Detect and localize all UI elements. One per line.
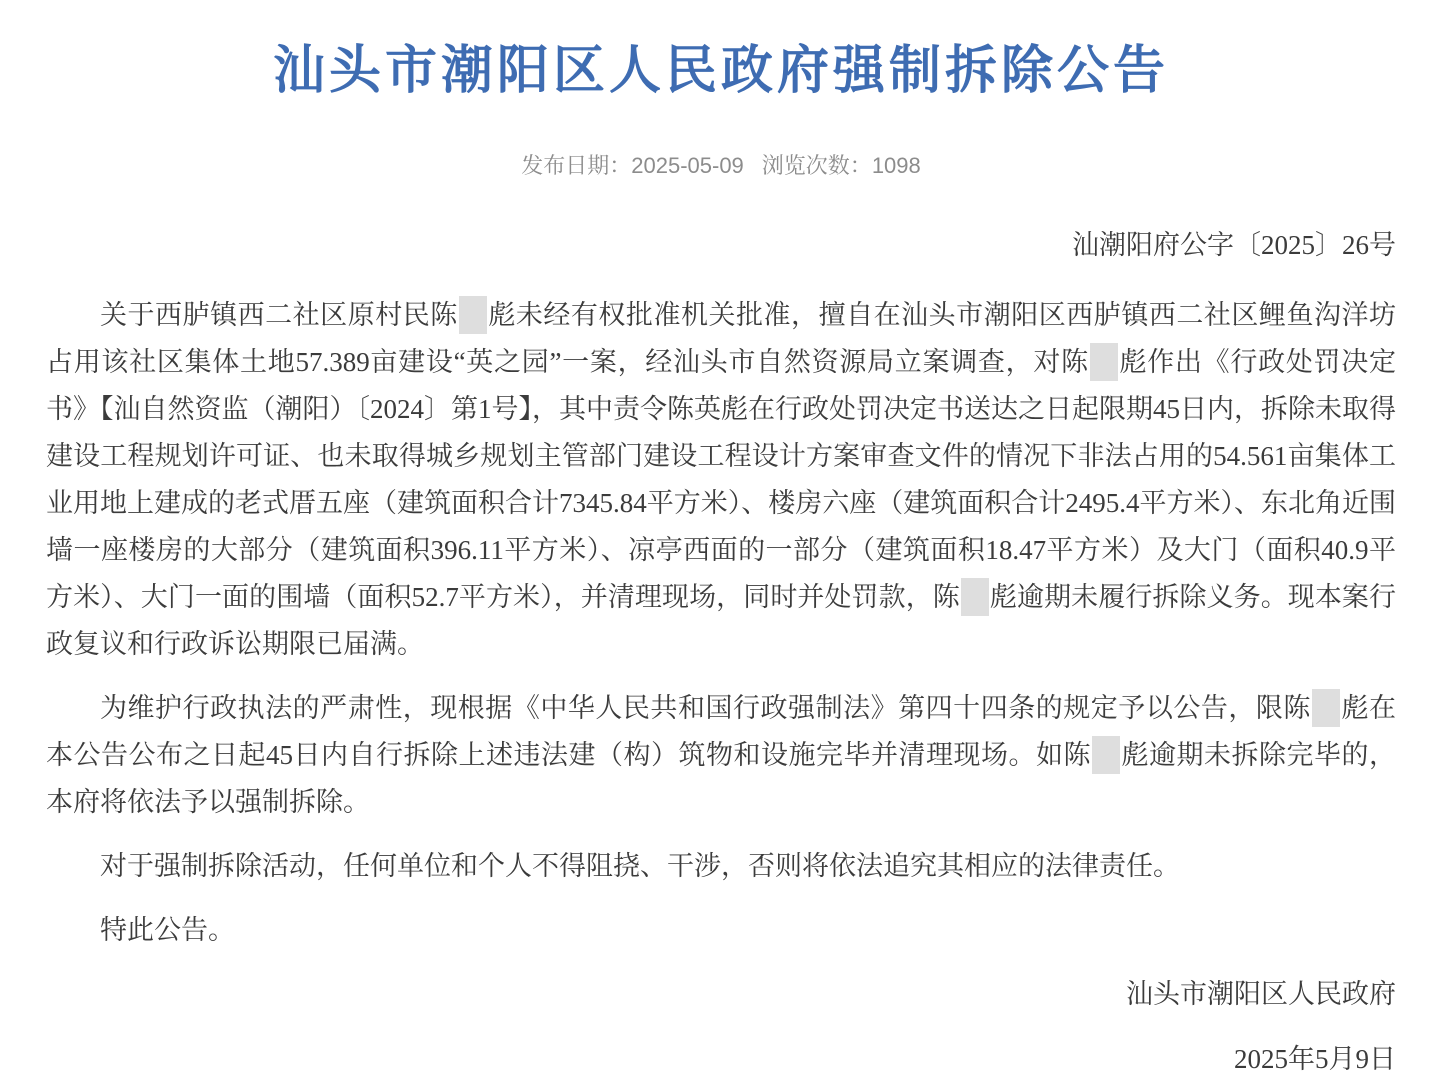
paragraph-1-segment: 彪未经有权批准机关批准，擅自在汕头市潮阳区西胪镇西二社区鲤鱼沟洋坊占用该社区集体土地57.389亩建设“英之园”一案，经汕头市自然资源局立案调查，对陈: [46, 300, 1397, 377]
paragraph-1-segment: 关于西胪镇西二社区原村民陈: [100, 300, 458, 330]
redaction-box: [1312, 689, 1340, 727]
issue-date: 2025年5月9日: [1234, 1044, 1396, 1074]
issuer-name: 汕头市潮阳区人民政府: [1126, 979, 1396, 1009]
announcement-body: [46, 292, 1396, 954]
meta-line: [46, 154, 1396, 178]
paragraph-2-segment: 彪逾期未拆除完毕的，本府将依法予以强制拆除。: [46, 740, 1396, 817]
signature-block: [46, 971, 1396, 1083]
paragraph-2-segment: 彪在本公告公布之日起45日内自行拆除上述违法建（构）筑物和设施完毕并清理现场。如陈: [46, 693, 1397, 770]
page-title: 汕头市潮阳区人民政府强制拆除公告: [272, 42, 1169, 100]
redaction-box: [1092, 736, 1120, 774]
redaction-box: [459, 296, 487, 334]
paragraph-2: [46, 685, 1396, 826]
paragraph-1-segment: 彪作出《行政处罚决定书》【汕自然资监（潮阳）〔2024〕第1号】，其中责令陈英彪在行政处罚决定书送达之日起限期45日内，拆除未取得建设工程规划许可证、也未取得城乡规划主管部门建设工程设计方案审查文件的情况下非法占用的54.561亩集体工业用地上建成的老式厝五座（建筑面积合计7345.84平方米）、楼房六座（建筑面积合计2495.4平方米）、东北角近围墙一座楼房的大部分（建筑面积396.11平方米）、凉亭西面的一部分（建筑面积18.47平方米）及大门（面积40.9平方米）、大门一面的围墙（面积52.7平方米），并清理现场，同时并处罚款，陈: [46, 347, 1396, 612]
paragraph-1-segment: 彪逾期未履行拆除义务。现本案行政复议和行政诉讼期限已届满。: [46, 582, 1397, 659]
publish-date-value: 2025-05-09: [631, 153, 744, 178]
redaction-box: [1090, 343, 1118, 381]
views-label: 浏览次数：: [761, 153, 872, 178]
paragraph-1: [46, 292, 1396, 668]
announcement-page: [46, 42, 1396, 1083]
redaction-box: [961, 578, 989, 616]
paragraph-3: 对于强制拆除活动，任何单位和个人不得阻挠、干涉，否则将依法追究其相应的法律责任。: [100, 851, 1180, 881]
document-number: 汕潮阳府公字〔2025〕26号: [1072, 230, 1396, 260]
views-value: 1098: [871, 153, 921, 178]
paragraph-4: 特此公告。: [100, 915, 235, 945]
publish-date-label: 发布日期：: [521, 153, 632, 178]
paragraph-2-segment: 为维护行政执法的严肃性，现根据《中华人民共和国行政强制法》第四十四条的规定予以公告，限陈: [100, 693, 1311, 723]
